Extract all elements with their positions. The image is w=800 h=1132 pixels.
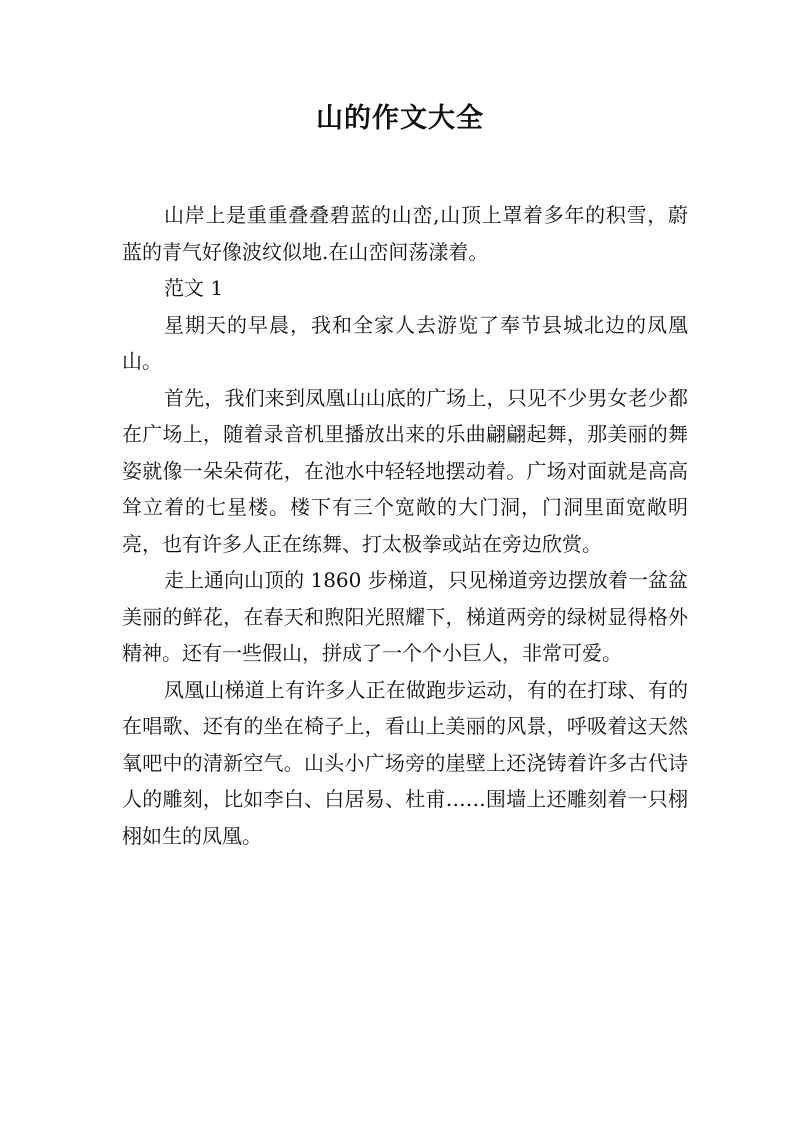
intro-paragraph: 山岸上是重重叠叠碧蓝的山峦,山顶上罩着多年的积雪，蔚蓝的青气好像波纹似地.在山峦间荡漾着。 <box>122 203 688 264</box>
essay-paragraph: 走上通向山顶的 1860 步梯道，只见梯道旁边摆放着一盆盆美丽的鲜花，在春天和煦阳光照耀下，梯道两旁的绿树显得格外精神。还有一些假山，拼成了一个个小巨人，非常可爱。 <box>122 568 688 665</box>
document-body <box>122 197 688 854</box>
essay-paragraph: 首先，我们来到凤凰山山底的广场上，只见不少男女老少都在广场上，随着录音机里播放出来的乐曲翩翩起舞，那美丽的舞姿就像一朵朵荷花，在池水中轻轻地摆动着。广场对面就是高高耸立着的七星楼。楼下有三个宽敞的大门洞，门洞里面宽敞明亮，也有许多人正在练舞、打太极拳或站在旁边欣赏。 <box>122 385 688 556</box>
essay-paragraph: 凤凰山梯道上有许多人正在做跑步运动，有的在打球、有的在唱歌、还有的坐在椅子上，看山上美丽的风景，呼吸着这天然氧吧中的清新空气。山头小广场旁的崖壁上还浇铸着许多古代诗人的雕刻，比如李白、白居易、杜甫……围墙上还雕刻着一只栩栩如生的凤凰。 <box>122 677 688 848</box>
essay-paragraph: 星期天的早晨，我和全家人去游览了奉节县城北边的凤凰山。 <box>122 312 688 373</box>
document-title: 山的作文大全 <box>316 103 484 134</box>
sample-essay-label: 范文 1 <box>164 276 224 300</box>
